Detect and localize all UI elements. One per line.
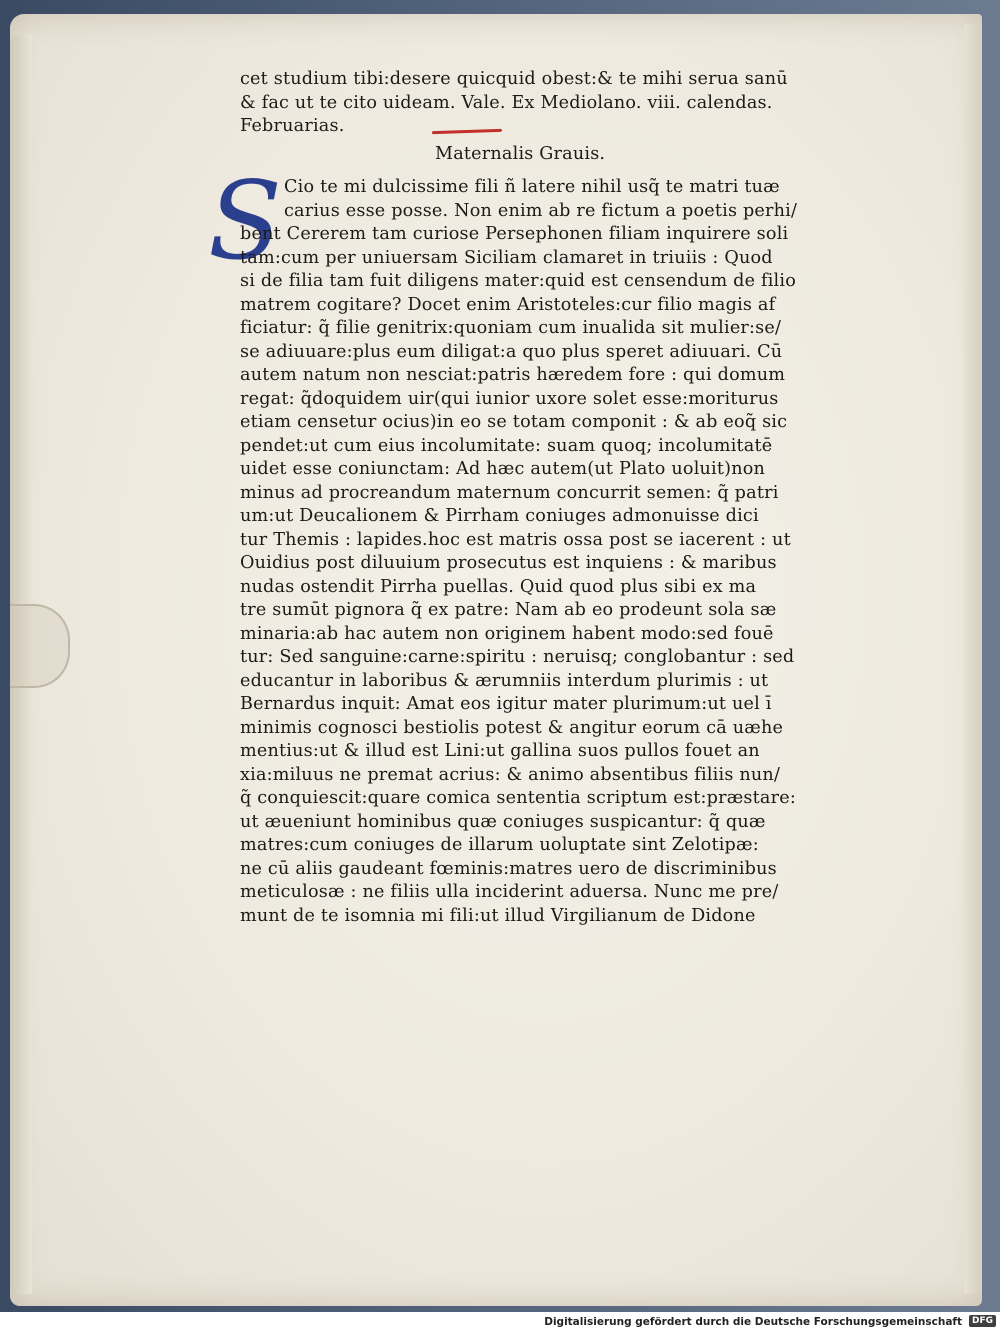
body-line: ficiatur: q̃ filie genitrix:quoniam cum inualida sit mulier:se/ <box>240 318 782 338</box>
body-line: matres:cum coniuges de illarum uoluptate sint Zelotipæ: <box>240 835 759 855</box>
body-line: tur Themis : lapides.hoc est matris ossa post se iacerent : ut <box>240 529 791 550</box>
body-line: mentius:ut & illud est Lini:ut gallina suos pullos fouet an <box>240 741 760 761</box>
body-line: si de filia tam fuit diligens mater:quid est censendum de filio <box>240 271 796 291</box>
body-line: minus ad procreandum maternum concurrit semen: q̃ patri <box>240 482 779 503</box>
page-right-edge <box>964 24 982 1294</box>
text-column <box>240 68 885 928</box>
text-line: & fac ut te cito uideam. Vale. Ex Mediolano. viii. calendas. <box>240 92 773 113</box>
clasp-mark <box>10 604 70 688</box>
body-line: Bernardus inquit: Amat eos igitur mater plurimum:ut uel ī <box>240 694 772 714</box>
body-line: ut æueniunt hominibus quæ coniuges suspicantur: q̃ quæ <box>240 811 766 832</box>
text-line: Februarias. <box>240 116 345 136</box>
body-line: q̃ conquiescit:quare comica sententia scriptum est:præstare: <box>240 788 796 808</box>
body-line: tur: Sed sanguine:carne:spiritu : neruisq; conglobantur : sed <box>240 647 795 667</box>
body-line: munt de te isomnia mi fili:ut illud Virgilianum de Didone <box>240 905 756 926</box>
body-line: um:ut Deucalionem & Pirrham coniuges admonuisse dici <box>240 506 759 526</box>
body-line: bent Cererem tam curiose Persephonen filiam inquirere soli <box>240 224 789 244</box>
body-line: autem natum non nesciat:patris hæredem fore : qui domum <box>240 365 786 385</box>
body-line: minimis cognosci bestiolis potest & angitur eorum cā uæhe <box>240 717 784 738</box>
body-line: carius esse posse. Non enim ab re fictum a poetis perhi/ <box>284 200 798 221</box>
decorated-initial: S <box>208 159 282 284</box>
dfg-logo: DFG <box>969 1315 996 1327</box>
body-line: xia:miluus ne premat acrius: & animo absentibus filiis nun/ <box>240 764 781 785</box>
body-line: educantur in laboribus & ærumniis interdum plurimis : ut <box>240 670 769 691</box>
section-heading: Maternalis Grauis. <box>435 143 606 164</box>
body-line: etiam censetur ocius)in eo se totam componit : & ab eoq̃ sic <box>240 412 788 432</box>
body-line: nudas ostendit Pirrha puellas. Quid quod plus sibi ex ma <box>240 576 757 597</box>
funding-credit: Digitalisierung gefördert durch die Deutsche Forschungsgemeinschaft <box>544 1316 962 1328</box>
body-line: uidet esse coniunctam: Ad hæc autem(ut Plato uoluit)non <box>240 459 766 479</box>
digitization-footer <box>0 1312 1000 1332</box>
text-line: cet studium tibi:desere quicquid obest:& te mihi serua sanū <box>240 69 788 89</box>
body-line: meticulosæ : ne filiis ulla inciderint aduersa. Nunc me pre/ <box>240 882 779 902</box>
body-line: minaria:ab hac autem non originem habent modo:sed fouē <box>240 623 774 644</box>
body-line: regat: q̃doquidem uir(qui iunior uxore solet esse:moriturus <box>240 388 779 409</box>
body-line: pendet:ut cum eius incolumitate: suam quoq; incolumitatē <box>240 435 773 456</box>
body-line: Ouidius post diluuium prosecutus est inquiens : & maribus <box>240 553 777 573</box>
body-line: se adiuuare:plus eum diligat:a quo plus speret adiuuari. Cū <box>240 341 783 362</box>
body-line: tam:cum per uniuersam Siciliam clamaret in triuiis : Quod <box>240 247 773 268</box>
body-line: Cio te mi dulcissime fili ñ latere nihil usq̃ te matri tuæ <box>284 177 780 197</box>
body-line: ne cū aliis gaudeant fœminis:matres uero de discriminibus <box>240 858 777 879</box>
body-line: matrem cogitare? Docet enim Aristoteles:cur filio magis af <box>240 294 776 315</box>
body-line: tre sumūt pignora q̃ ex patre: Nam ab eo prodeunt sola sæ <box>240 600 777 620</box>
